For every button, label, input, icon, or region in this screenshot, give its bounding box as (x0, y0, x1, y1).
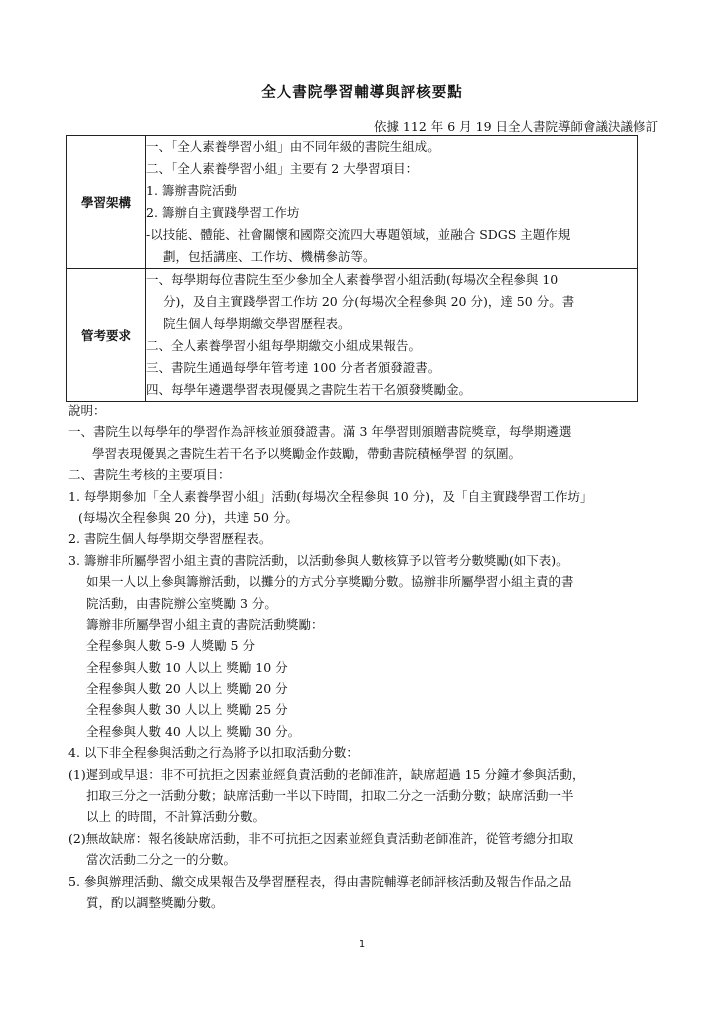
note-line: 二、書院生考核的主要項目： (68, 467, 231, 483)
table-line: 2. 籌辦自主實踐學習工作坊 (146, 205, 300, 220)
table-line: 1. 籌辦書院活動 (146, 183, 237, 198)
note-line: 3. 籌辦非所屬學習小組主責的書院活動，以活動參與人數核算予以管考分數獎勵(如下表)。 (68, 552, 569, 568)
table-line: 三、書院生通過每學年管考達 100 分者者頒發證書。 (146, 360, 441, 375)
note-line: 5. 參與辦理活動、繳交成果報告及學習歷程表，得由書院輔導老師評核活動及報告作品之品 (68, 873, 572, 889)
table-line: 劃，包括講座、工作坊、機構參訪等。 (163, 249, 376, 264)
table-line: 院生個人每學期繳交學習歷程表。 (163, 316, 351, 331)
note-line: 如果一人以上參與籌辦活動，以攤分的方式分享獎勵分數。協辦非所屬學習小組主責的書 (86, 574, 574, 590)
notes-heading: 說明： (68, 403, 106, 418)
page-number: 1 (358, 939, 366, 950)
note-line: (2)無故缺席：報名後缺席活動，非不可抗拒之因素並經負責活動老師准許，從管考總分扣取 (68, 830, 574, 846)
note-line: 全程參與人數 40 人以上 獎勵 30 分。 (86, 723, 301, 739)
row-content-framework (146, 136, 638, 269)
table-line: 一、每學期每位書院生至少參加全人素養學習小組活動(每場次全程參與 10 (146, 272, 559, 287)
document-title: 全人書院學習輔導與評核要點 (261, 84, 463, 101)
note-line: 當次活動二分之一的分數。 (86, 852, 237, 868)
table-row-requirements (67, 269, 638, 402)
note-line: (每場次全程參與 20 分)，共達 50 分。 (78, 509, 298, 525)
note-line: 全程參與人數 5-9 人獎勵 5 分 (86, 638, 255, 654)
note-line: 2. 書院生個人每學期交學習歷程表。 (68, 531, 272, 547)
note-line: 4. 以下非全程參與活動之行為將予以扣取活動分數： (68, 745, 359, 761)
table-line: 一、「全人素養學習小組」由不同年級的書院生組成。 (146, 139, 440, 154)
note-line: 一、書院生以每學年的學習作為評核並頒發證書。滿 3 年學習則頒贈書院獎章，每學期遴選 (68, 424, 572, 440)
notes-section (68, 400, 668, 913)
framework-table (66, 135, 638, 402)
note-line: 全程參與人數 20 人以上 獎勵 20 分 (86, 681, 288, 697)
note-line: 院活動，由書院辦公室獎勵 3 分。 (86, 595, 277, 611)
row-header-requirements: 管考要求 (67, 269, 146, 402)
table-line: -以技能、體能、社會關懷和國際交流四大專題領域，並融合 SDGS 主題作規 (146, 227, 571, 242)
note-line: 扣取三分之一活動分數；缺席活動一半以下時間，扣取二分之一活動分數；缺席活動一半 (86, 788, 574, 804)
note-line: 1. 每學期參加「全人素養學習小組」活動(每場次全程參與 10 分)，及「自主實踐學習工作坊」 (68, 488, 593, 504)
table-line: 二、全人素養學習小組每學期繳交小組成果報告。 (146, 338, 422, 353)
row-content-requirements (146, 269, 638, 402)
row-header-framework: 學習架構 (67, 136, 146, 269)
note-line: 學習表現優異之書院生若干名予以獎勵金作鼓勵，帶動書院積極學習 的氛圍。 (92, 445, 521, 461)
note-line: 質，酌以調整獎勵分數。 (86, 894, 224, 910)
table-row-framework (67, 136, 638, 269)
note-line: 全程參與人數 10 人以上 獎勵 10 分 (86, 659, 288, 675)
revision-note: 依據 112 年 6 月 19 日全人書院導師會議決議修訂 (373, 119, 658, 134)
note-line: (1)遲到或早退：非不可抗拒之因素並經負責活動的老師准許，缺席超過 15 分鐘才參與活動， (68, 766, 585, 782)
note-line: 籌辦非所屬學習小組主責的書院活動獎勵： (86, 616, 324, 632)
note-line: 以上 的時間，不計算活動分數。 (86, 809, 265, 825)
table-line: 二、「全人素養學習小組」主要有 2 大學習項目： (146, 161, 419, 176)
note-line: 全程參與人數 30 人以上 獎勵 25 分 (86, 702, 288, 718)
table-line: 分)，及自主實踐學習工作坊 20 分(每場次全程參與 20 分)，達 50 分。書 (163, 294, 575, 309)
table-line: 四、每學年遴選學習表現優異之書院生若干名頒發獎勵金。 (146, 382, 472, 397)
